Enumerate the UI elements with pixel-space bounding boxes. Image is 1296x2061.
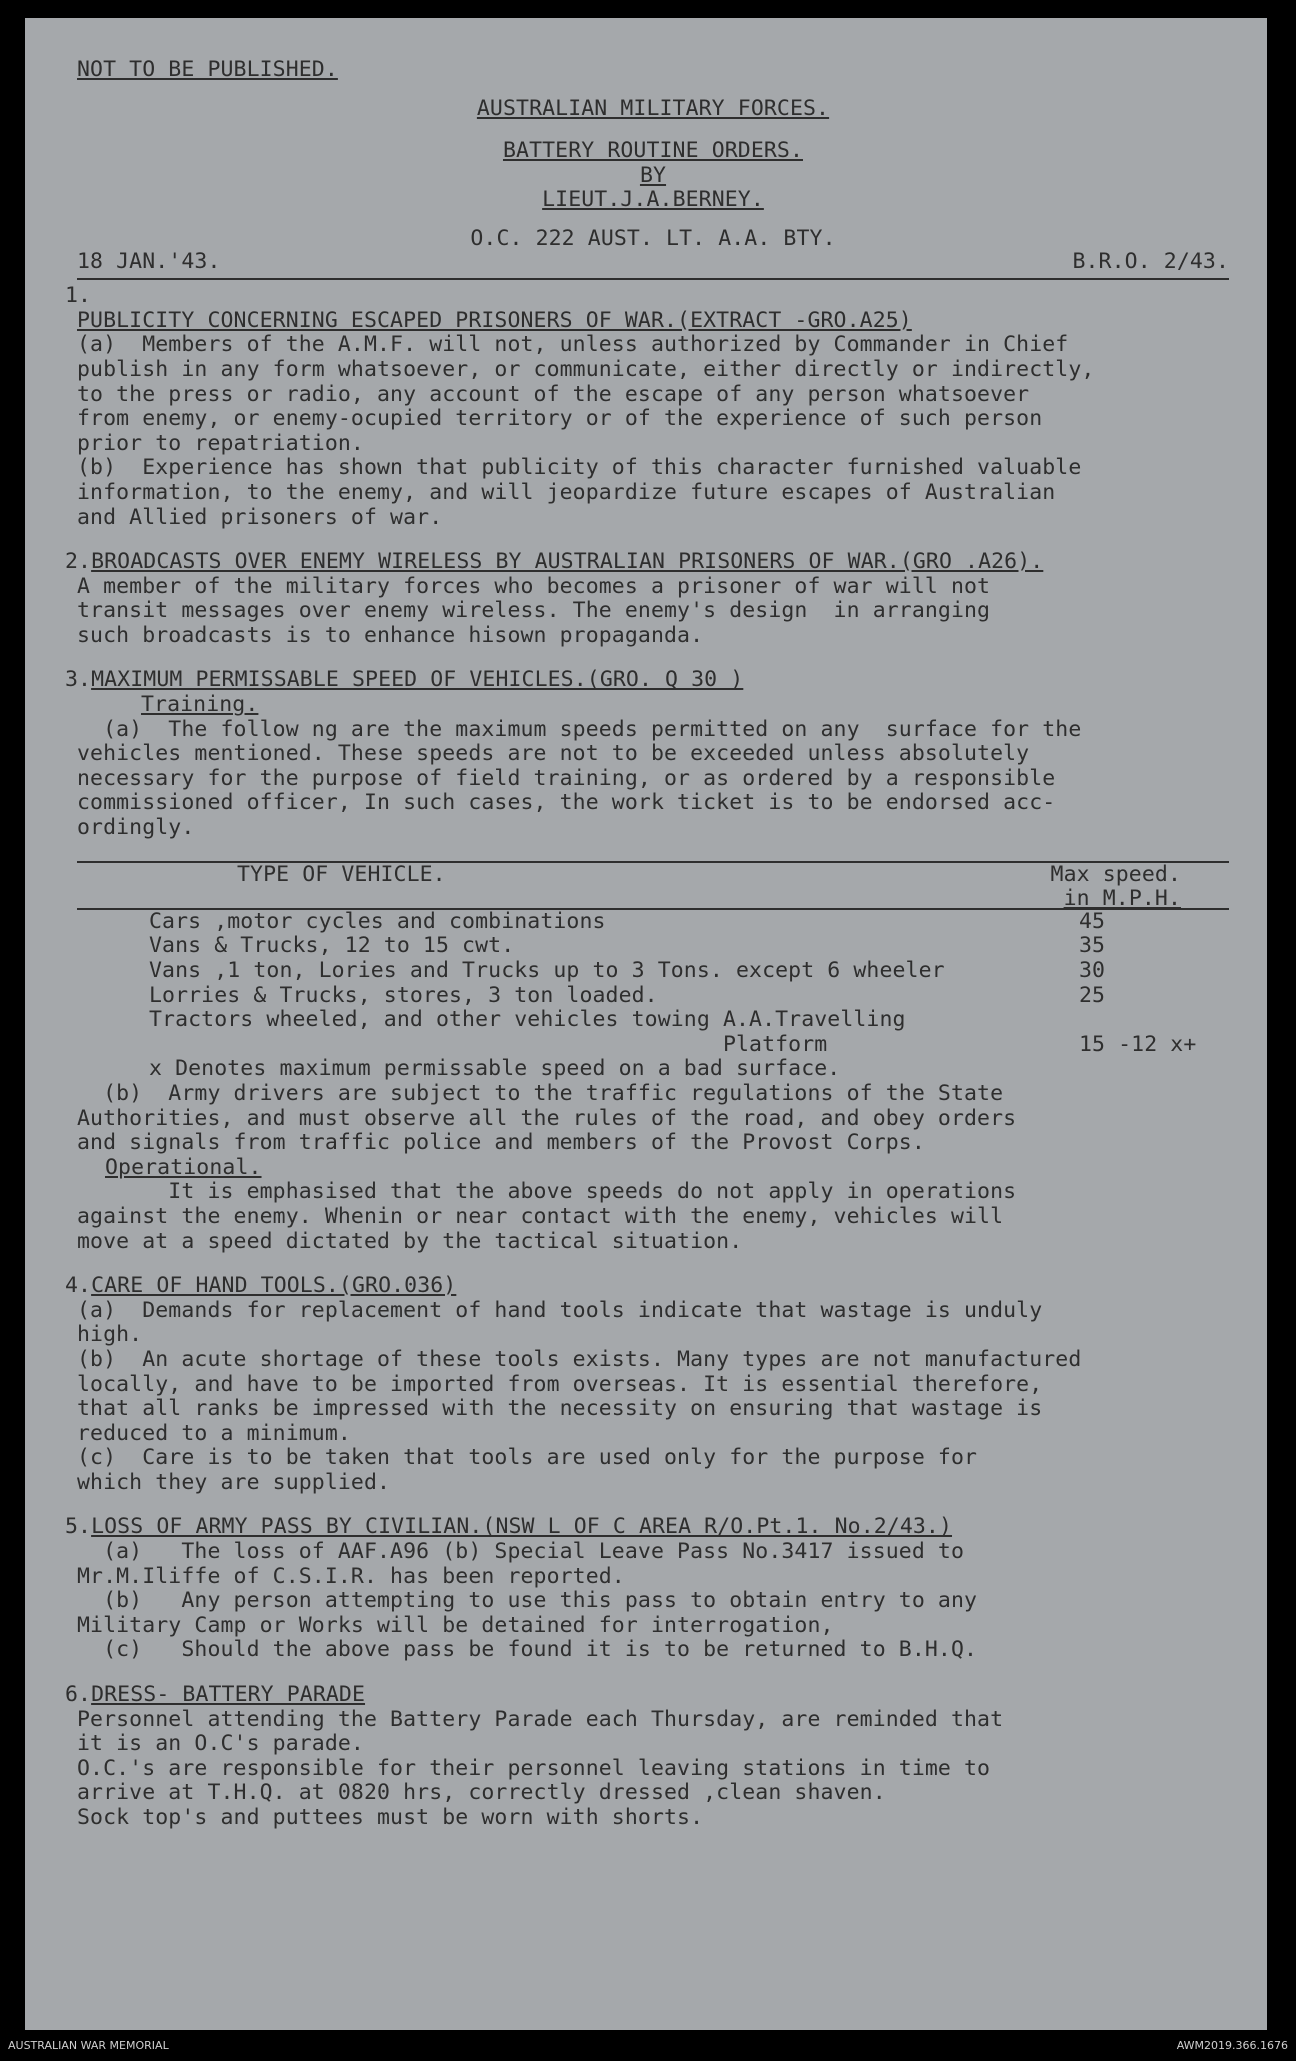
section-3-subheading-operational: Operational.	[105, 1154, 262, 1180]
document-page	[25, 18, 1267, 2030]
section-5-heading-row	[65, 1514, 1229, 1540]
section-4-heading: CARE OF HAND TOOLS.(GRO.036)	[91, 1273, 457, 1299]
text-line: Authorities, and must observe all the rules of the road, and obey orders	[77, 1105, 1017, 1131]
header-rule	[77, 278, 1229, 280]
vehicle-type: Platform	[149, 1031, 828, 1057]
text-line: (a) The loss of AAF.A96 (b) Special Leave Pass No.3417 issued to	[77, 1539, 964, 1565]
table-header-speed: Max speed.	[1050, 861, 1181, 887]
table-row	[77, 1033, 1229, 1058]
max-speed: 45	[1079, 908, 1106, 934]
section-2-number: 2.	[65, 549, 92, 575]
text-line: and signals from traffic police and members of the Provost Corps.	[77, 1130, 925, 1156]
text-line: (b) Experience has shown that publicity of this character furnished valuable	[77, 455, 1082, 481]
max-speed: 30	[1079, 958, 1106, 983]
archive-footer	[0, 2030, 1296, 2061]
text-line: that all ranks be impressed with the necessity on ensuring that wastage is	[77, 1396, 1043, 1422]
text-line: It is emphasised that the above speeds do not apply in operations	[77, 1179, 1017, 1205]
table-row	[77, 984, 1229, 1009]
section-6-body	[77, 1708, 1229, 1831]
text-line: locally, and have to be imported from overseas. It is essential therefore,	[77, 1371, 1043, 1397]
order-reference: B.R.O. 2/43.	[1072, 248, 1229, 274]
section-3-body-b	[77, 1082, 1229, 1156]
text-line: reduced to a minimum.	[77, 1420, 351, 1446]
text-line: transit messages over enemy wireless. The enemy's design in arranging	[77, 598, 991, 624]
section-3-body	[77, 718, 1229, 841]
text-line: Sock top's and puttees must be worn with shorts.	[77, 1805, 704, 1830]
section-1-body	[77, 333, 1229, 530]
max-speed: 35	[1079, 933, 1106, 959]
text-line: (a) Members of the A.M.F. will not, unless authorized by Commander in Chief	[77, 332, 1069, 358]
section-2-heading-row	[65, 549, 1229, 575]
text-line: (c) Should the above pass be found it is to be returned to B.H.Q.	[77, 1637, 978, 1663]
text-line: such broadcasts is to enhance hisown propaganda.	[77, 622, 704, 648]
text-line: to the press or radio, any account of the escape of any person whatsoever	[77, 381, 1030, 407]
text-line: publish in any form whatsoever, or communicate, either directly or indirectly,	[77, 356, 1095, 382]
section-3-number: 3.	[65, 667, 92, 693]
text-line: commissioned officer, In such cases, the work ticket is to be endorsed acc-	[77, 790, 1056, 816]
vehicle-type: Vans ,1 ton, Lories and Trucks up to 3 Tons. except 6 wheeler	[149, 958, 945, 983]
text-line: necessary for the purpose of field training, or as ordered by a responsible	[77, 765, 1056, 791]
text-line: Personnel attending the Battery Parade each Thursday, are reminded that	[77, 1706, 1004, 1732]
vehicle-type: Tractors wheeled, and other vehicles towing A.A.Travelling	[149, 1007, 906, 1033]
section-2-body	[77, 575, 1229, 649]
section-5-number: 5.	[65, 1514, 92, 1540]
section-3-subheading-training: Training.	[141, 692, 259, 718]
text-line: (c) Care is to be taken that tools are used only for the purpose for	[77, 1445, 978, 1471]
unit-name: O.C. 222 AUST. LT. A.A. BTY.	[470, 225, 836, 251]
officer-name: LIEUT.J.A.BERNEY.	[542, 187, 764, 213]
text-line: move at a speed dictated by the tactical situation.	[77, 1228, 743, 1254]
footer-accession-number: AWM2019.366.1676	[1176, 2039, 1288, 2052]
max-speed: 15 -12 x+	[1079, 1031, 1197, 1057]
date-ref-row	[77, 250, 1229, 275]
text-line: (a) The follow ng are the maximum speeds permitted on any surface for the	[77, 716, 1082, 742]
text-line: (b) Army drivers are subject to the traffic regulations of the State	[77, 1080, 1004, 1106]
table-row	[77, 959, 1229, 984]
document-subtitle: BATTERY ROUTINE ORDERS.	[502, 138, 803, 164]
table-header-row	[77, 863, 1229, 888]
text-line: A member of the military forces who becomes a prisoner of war will not	[77, 573, 991, 599]
speed-note: x Denotes maximum permissable speed on a bad surface.	[149, 1056, 841, 1082]
footer-institution: AUSTRALIAN WAR MEMORIAL	[8, 2039, 169, 2052]
table-row	[77, 934, 1229, 959]
section-6-heading-row	[65, 1682, 1229, 1708]
text-line: against the enemy. Whenin or near contact with the enemy, vehicles will	[77, 1203, 1004, 1229]
text-line: ordingly.	[77, 815, 195, 841]
section-2-heading: BROADCASTS OVER ENEMY WIRELESS BY AUSTRALIAN PRISONERS OF WAR.(GRO .A26).	[91, 549, 1044, 575]
text-line: vehicles mentioned. These speeds are not to be exceeded unless absolutely	[77, 741, 1030, 767]
text-line: (a) Demands for replacement of hand tools indicate that wastage is unduly	[77, 1297, 1043, 1323]
text-line: (b) Any person attempting to use this pass to obtain entry to any	[77, 1588, 978, 1614]
vehicle-type: Lorries & Trucks, stores, 3 ton loaded.	[149, 982, 658, 1008]
section-6-heading: DRESS- BATTERY PARADE	[91, 1682, 366, 1708]
text-line: Military Camp or Works will be detained for interrogation,	[77, 1612, 834, 1638]
speed-table	[77, 861, 1229, 1058]
vehicle-type: Vans & Trucks, 12 to 15 cwt.	[149, 933, 515, 959]
section-3-heading: MAXIMUM PERMISSABLE SPEED OF VEHICLES.(GRO. Q 30 )	[91, 667, 744, 693]
table-row	[77, 910, 1229, 935]
section-3-heading-row	[65, 667, 1229, 693]
document-title: AUSTRALIAN MILITARY FORCES.	[476, 95, 830, 121]
max-speed: 25	[1079, 982, 1106, 1008]
text-line: high.	[77, 1322, 143, 1348]
text-line: arrive at T.H.Q. at 0820 hrs, correctly dressed ,clean shaven.	[77, 1780, 886, 1806]
classification-label: NOT TO BE PUBLISHED.	[77, 57, 338, 82]
text-line: prior to repatriation.	[77, 430, 364, 456]
text-line: information, to the enemy, and will jeopardize future escapes of Australian	[77, 479, 1056, 505]
by-label: BY	[639, 162, 667, 188]
section-5-body	[77, 1540, 1229, 1663]
order-date: 18 JAN.'43.	[77, 248, 221, 274]
table-row	[77, 1008, 1229, 1033]
text-line: O.C.'s are responsible for their personnel leaving stations in time to	[77, 1755, 991, 1781]
section-3-body-c	[77, 1180, 1229, 1254]
table-header-unit: in M.P.H.	[1063, 886, 1181, 912]
text-line: from enemy, or enemy-ocupied territory or of the experience of such person	[77, 406, 1043, 432]
text-line: and Allied prisoners of war.	[77, 504, 443, 530]
section-5-heading: LOSS OF ARMY PASS BY CIVILIAN.(NSW L OF C AREA R/O.Pt.1. No.2/43.)	[91, 1514, 953, 1540]
section-6-number: 6.	[65, 1682, 92, 1708]
section-1-heading: PUBLICITY CONCERNING ESCAPED PRISONERS OF WAR.(EXTRACT -GRO.A25)	[77, 307, 912, 333]
section-4-number: 4.	[65, 1273, 92, 1299]
vehicle-type: Cars ,motor cycles and combinations	[149, 908, 606, 934]
text-line: (b) An acute shortage of these tools exists. Many types are not manufactured	[77, 1346, 1082, 1372]
table-header-type: TYPE OF VEHICLE.	[237, 861, 446, 887]
text-line: Mr.M.Iliffe of C.S.I.R. has been reported.	[77, 1563, 625, 1589]
section-4-body	[77, 1299, 1229, 1496]
section-1-number: 1.	[65, 283, 92, 309]
text-line: which they are supplied.	[77, 1469, 391, 1495]
text-line: it is an O.C's parade.	[77, 1731, 364, 1757]
section-4-heading-row	[65, 1273, 1229, 1299]
